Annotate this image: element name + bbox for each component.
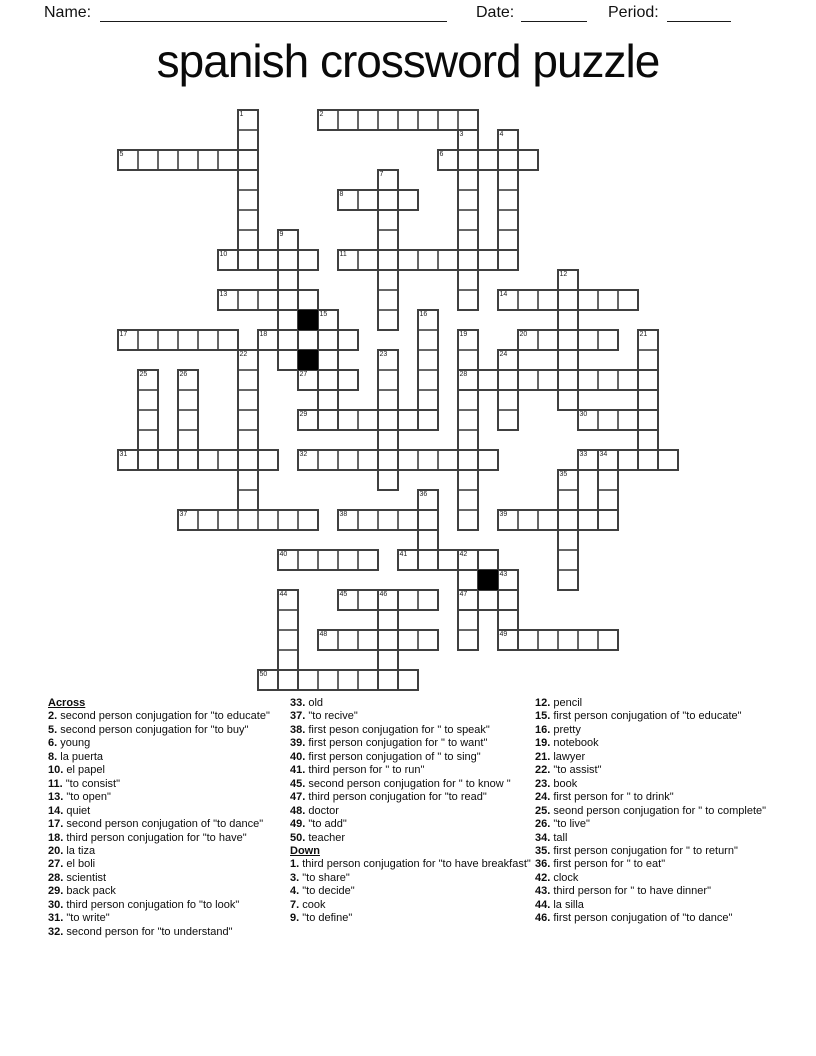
clue-number: 23. — [535, 777, 551, 790]
cell-number: 43 — [499, 571, 508, 578]
clue-number: 14. — [48, 804, 64, 817]
clue-number: 24. — [535, 791, 551, 804]
clue-number: 11. — [48, 777, 63, 790]
clue-number: 17. — [48, 818, 64, 831]
clues-column-down — [535, 697, 783, 926]
clue-item: 11. "to consist" — [48, 777, 121, 790]
word-outline-12-down — [557, 269, 579, 411]
clue-item: 49. "to add" — [290, 818, 347, 831]
clue-item: 41. third person for " to run" — [290, 764, 425, 777]
clue-item: 27. el boli — [48, 858, 96, 871]
cell-number: 19 — [459, 331, 468, 338]
clue-number: 46. — [535, 912, 551, 925]
clue-item: 20. la tiza — [48, 844, 96, 857]
cell-number: 20 — [519, 331, 528, 338]
clue-item: 9. "to define" — [290, 912, 353, 925]
clue-number: 19. — [535, 737, 551, 750]
clue-item: 8. la puerta — [48, 750, 104, 763]
word-outline-44-down — [277, 589, 299, 691]
word-outline-21-down — [637, 329, 659, 471]
clue-item: 45. second person conjugation for " to know " — [290, 777, 511, 790]
clue-number: 32. — [48, 925, 64, 938]
cell-number: 5 — [119, 151, 124, 158]
clue-number: 10. — [48, 764, 64, 777]
name-label: Name: — [44, 4, 92, 21]
cell-number: 14 — [499, 291, 508, 298]
clue-number: 13. — [48, 791, 64, 804]
clue-item: 3. "to share" — [290, 871, 350, 884]
clue-item: 12. pencil — [535, 697, 583, 709]
word-outline-7-down — [377, 169, 399, 331]
clue-item: 10. el papel — [48, 764, 105, 777]
name-blank-line — [100, 4, 447, 22]
clue-number: 36. — [535, 858, 551, 871]
clue-number: 37. — [290, 710, 306, 723]
clue-item: 42. clock — [535, 871, 579, 884]
word-outline-37-across — [177, 509, 319, 531]
clue-item: 1. third person conjugation for "to have breakfast" — [290, 858, 531, 871]
cell-number: 2 — [319, 111, 324, 118]
clue-number: 44. — [535, 898, 551, 911]
word-outline-15-down — [317, 309, 339, 431]
clue-item: 24. first person for " to drink" — [535, 791, 674, 804]
clue-item: 30. third person conjugation fo "to look" — [48, 898, 240, 911]
clue-number: 48. — [290, 804, 306, 817]
black-cell — [298, 350, 318, 370]
word-outline-46-down — [377, 589, 399, 691]
clue-number: 4. — [290, 885, 300, 898]
clue-item: 46. first person conjugation of "to dance" — [535, 912, 733, 925]
clue-item: 35. first person conjugation for " to return" — [535, 844, 738, 857]
word-outline-36-down — [417, 489, 439, 571]
clue-number: 38. — [290, 723, 306, 736]
clue-item: 25. seond person conjugation for " to complete" — [535, 804, 767, 817]
clue-number: 20. — [48, 844, 64, 857]
cell-number: 13 — [219, 291, 228, 298]
cell-number: 4 — [499, 131, 504, 138]
clue-item: 26. "to live" — [535, 818, 590, 831]
clue-item: 21. lawyer — [535, 750, 586, 763]
clue-number: 9. — [290, 912, 300, 925]
cell-number: 23 — [379, 351, 388, 358]
cell-number: 9 — [279, 231, 284, 238]
cell-number: 39 — [499, 511, 508, 518]
clue-item: 32. second person for "to understand" — [48, 925, 233, 938]
clue-number: 43. — [535, 885, 551, 898]
word-outline-24-down — [497, 349, 519, 431]
cell-number: 17 — [119, 331, 128, 338]
page-title: spanish crossword puzzle — [156, 35, 660, 87]
crossword-grid — [118, 110, 678, 690]
cell-number: 41 — [399, 551, 408, 558]
cell-number: 28 — [459, 371, 468, 378]
cell-number: 25 — [139, 371, 148, 378]
word-outline-23-down — [377, 349, 399, 491]
clue-number: 50. — [290, 831, 306, 844]
clue-number: 2. — [48, 710, 58, 723]
period-label: Period: — [608, 4, 659, 21]
clue-number: 16. — [535, 723, 551, 736]
cell-number: 24 — [499, 351, 508, 358]
cell-number: 35 — [559, 471, 568, 478]
clue-item: 38. first peson conjugation for " to speak" — [290, 723, 490, 736]
clue-number: 29. — [48, 885, 64, 898]
clue-number: 45. — [290, 777, 306, 790]
clue-item: 19. notebook — [535, 737, 599, 750]
clues-heading-down: Down — [290, 844, 320, 857]
clue-number: 8. — [48, 750, 58, 763]
clue-item: 37. "to recive" — [290, 710, 358, 723]
word-outline-25-down — [137, 369, 159, 471]
clue-number: 3. — [290, 871, 300, 884]
cell-number: 29 — [299, 411, 308, 418]
clue-item: 22. "to assist" — [535, 764, 602, 777]
cell-number: 34 — [599, 451, 608, 458]
clue-number: 28. — [48, 871, 64, 884]
clue-number: 47. — [290, 791, 306, 804]
clue-item: 2. second person conjugation for "to educate" — [48, 710, 270, 723]
clue-item: 39. first person conjugation for " to want" — [290, 737, 488, 750]
word-outline-17-across — [117, 329, 239, 351]
cell-number: 46 — [379, 591, 388, 598]
word-outline-26-down — [177, 369, 199, 471]
word-outline-34-down — [597, 449, 619, 531]
clues-heading-across: Across — [48, 697, 86, 709]
clue-item: 18. third person conjugation for "to have" — [48, 831, 247, 844]
word-outline-3-down — [457, 129, 479, 311]
word-outline-18-across — [257, 329, 359, 351]
cell-number: 44 — [279, 591, 288, 598]
clue-item: 48. doctor — [290, 804, 339, 817]
clue-item: 40. first person conjugation of " to sing" — [290, 750, 481, 763]
word-outline-10-across — [217, 249, 319, 271]
word-outline-16-down — [417, 309, 439, 431]
clue-number: 26. — [535, 818, 551, 831]
word-outline-35-down — [557, 469, 579, 591]
clue-number: 21. — [535, 750, 551, 763]
clue-item: 4. "to decide" — [290, 885, 355, 898]
clue-number: 39. — [290, 737, 306, 750]
clue-number: 18. — [48, 831, 64, 844]
black-cell — [478, 570, 498, 590]
cell-number: 32 — [299, 451, 308, 458]
date-label: Date: — [476, 4, 515, 21]
clues-column-middle — [290, 697, 537, 926]
cell-number: 10 — [219, 251, 228, 258]
clue-number: 15. — [535, 710, 551, 723]
cell-number: 47 — [459, 591, 468, 598]
word-outline-1-down — [237, 109, 259, 271]
cell-number: 36 — [419, 491, 428, 498]
clue-item: 17. second person conjugation of "to dance" — [48, 818, 264, 831]
clue-item: 34. tall — [535, 831, 568, 844]
cell-number: 38 — [339, 511, 348, 518]
cell-number: 12 — [559, 271, 568, 278]
cell-number: 21 — [639, 331, 648, 338]
clue-number: 25. — [535, 804, 551, 817]
clue-item: 47. third person conjugation for "to read" — [290, 791, 487, 804]
clue-number: 5. — [48, 723, 58, 736]
clue-item: 15. first person conjugation of "to educate" — [535, 710, 742, 723]
clue-number: 22. — [535, 764, 551, 777]
clue-number: 30. — [48, 898, 64, 911]
clue-number: 35. — [535, 844, 551, 857]
date-blank-line — [521, 4, 587, 22]
clue-item: 6. young — [48, 737, 91, 750]
cell-number: 11 — [339, 251, 347, 258]
clue-number: 42. — [535, 871, 551, 884]
word-outline-41-across — [397, 549, 499, 571]
clues-column-across — [48, 697, 290, 939]
period-blank-line — [667, 4, 731, 22]
cell-number: 16 — [419, 311, 428, 318]
cell-number: 1 — [239, 111, 244, 118]
clue-number: 1. — [290, 858, 300, 871]
word-outline-40-across — [277, 549, 379, 571]
cell-number: 26 — [179, 371, 188, 378]
clue-item: 31. "to write" — [48, 912, 110, 925]
clue-item: 28. scientist — [48, 871, 107, 884]
word-outline-42-down — [457, 549, 479, 651]
clue-number: 34. — [535, 831, 551, 844]
clue-number: 41. — [290, 764, 306, 777]
word-outline-2-across — [317, 109, 479, 131]
cell-number: 18 — [259, 331, 268, 338]
clue-item: 36. first person for " to eat" — [535, 858, 666, 871]
clue-item: 7. cook — [290, 898, 326, 911]
clue-number: 31. — [48, 912, 64, 925]
cell-number: 37 — [179, 511, 188, 518]
clue-number: 40. — [290, 750, 306, 763]
clue-item: 44. la silla — [535, 898, 584, 911]
cell-number: 33 — [579, 451, 588, 458]
clue-item: 23. book — [535, 777, 578, 790]
cell-number: 7 — [379, 171, 384, 178]
cell-number: 6 — [439, 151, 444, 158]
clue-item: 14. quiet — [48, 804, 91, 817]
cell-number: 40 — [279, 551, 288, 558]
cell-number: 8 — [339, 191, 344, 198]
clue-number: 49. — [290, 818, 306, 831]
word-outline-11-across — [337, 249, 519, 271]
cell-number: 22 — [239, 351, 248, 358]
clue-item: 5. second person conjugation for "to buy" — [48, 723, 249, 736]
word-outline-22-down — [237, 349, 259, 511]
cell-number: 49 — [499, 631, 508, 638]
clue-number: 6. — [48, 737, 58, 750]
word-outline-4-down — [497, 129, 519, 271]
word-outline-33-across — [577, 449, 679, 471]
clue-number: 33. — [290, 697, 306, 709]
clue-item: 33. old — [290, 697, 324, 709]
cell-number: 48 — [319, 631, 328, 638]
cell-number: 3 — [459, 131, 464, 138]
cell-number: 45 — [339, 591, 348, 598]
clue-number: 12. — [535, 697, 551, 709]
cell-number: 50 — [259, 671, 268, 678]
word-outline-19-down — [457, 329, 479, 531]
word-outline-6-across — [437, 149, 539, 171]
clue-number: 7. — [290, 898, 300, 911]
clue-item: 29. back pack — [48, 885, 116, 898]
clue-item: 50. teacher — [290, 831, 346, 844]
clue-number: 27. — [48, 858, 64, 871]
cell-number: 27 — [299, 371, 308, 378]
black-cell — [298, 310, 318, 330]
clue-item: 13. "to open" — [48, 791, 111, 804]
word-outline-9-down — [277, 229, 299, 371]
clue-item: 43. third person for " to have dinner" — [535, 885, 711, 898]
clue-item: 16. pretty — [535, 723, 581, 736]
cell-number: 15 — [319, 311, 328, 318]
word-outline-13-across — [217, 289, 319, 311]
cell-number: 42 — [459, 551, 468, 558]
cell-number: 31 — [119, 451, 128, 458]
cell-number: 30 — [579, 411, 588, 418]
